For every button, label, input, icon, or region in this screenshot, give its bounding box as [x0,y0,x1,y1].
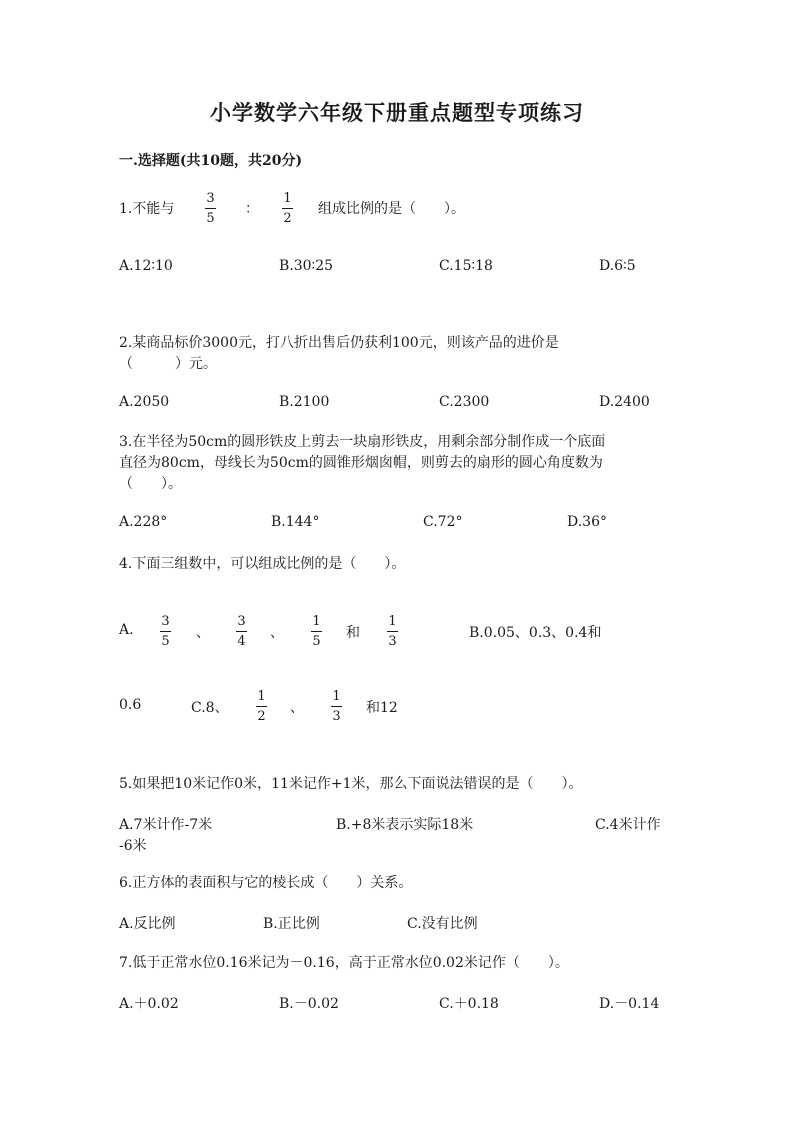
fraction-bar [160,631,171,632]
fraction-denominator: 5 [312,634,321,649]
question-3-line-1: 3.在半径为50cm的圆形铁皮上剪去一块扇形铁皮，用剩余部分制作成一个底面 [119,434,606,450]
question-2-line-1: 2.某商品标价3000元，打八折出售后仍获利100元，则该产品的进价是 [119,335,559,351]
fraction-numerator: 1 [257,689,266,704]
fraction-bar [236,631,247,632]
question-4-c-fraction-2 [331,689,342,724]
page-title: 小学数学六年级下册重点题型专项练习 [210,100,584,125]
question-6-text: 6.正方体的表面积与它的棱长成（ ）关系。 [119,875,413,891]
question-4-text: 4.下面三组数中，可以组成比例的是（ ）。 [119,556,406,572]
fraction-denominator: 3 [388,634,397,649]
question-6-option-c[interactable]: C.没有比例 [407,916,478,932]
question-4-a-fraction-3 [311,614,322,649]
question-4-c-fraction-1 [256,689,267,724]
fraction-bar [205,208,216,209]
question-1-fraction-1 [205,191,216,226]
question-1-suffix: 组成比例的是（ ）。 [318,201,465,217]
question-5-option-a[interactable]: A.7米计作-7米 [119,817,213,833]
fraction-bar [256,706,267,707]
question-2-line-2: （ ）元。 [119,356,217,372]
fraction-denominator: 5 [206,211,215,226]
question-1-colon: ： [245,201,259,217]
question-1-option-a[interactable]: A.12∶10 [119,258,173,274]
question-5-option-b[interactable]: B.+8米表示实际18米 [336,817,474,833]
section-heading: 一.选择题(共10题，共20分) [119,153,303,169]
question-4-option-b-continued: 0.6 [119,697,142,713]
question-4-a-separator-1: 、 [196,625,210,641]
question-3-line-3: （ ）。 [119,476,182,492]
fraction-numerator: 1 [332,689,341,704]
fraction-numerator: 1 [312,614,321,629]
question-4-a-fraction-4 [387,614,398,649]
question-5-text: 5.如果把10米记作0米，11米记作+1米，那么下面说法错误的是（ ）。 [119,776,583,792]
question-4-a-fraction-2 [236,614,247,649]
question-3-option-b[interactable]: B.144° [271,514,320,530]
question-6-option-b[interactable]: B.正比例 [263,916,320,932]
question-5-option-c-continued: -6米 [119,838,147,854]
fraction-denominator: 2 [257,709,266,724]
question-3-line-2: 直径为80cm，母线长为50cm的圆锥形烟囱帽，则剪去的扇形的圆心角度数为 [119,455,603,471]
fraction-denominator: 3 [332,709,341,724]
question-7-option-a[interactable]: A.＋0.02 [119,996,179,1012]
question-7-option-d[interactable]: D.－0.14 [599,996,660,1012]
question-4-c-separator: 、 [290,700,304,716]
question-4-a-fraction-1 [160,614,171,649]
question-4-option-a-label[interactable]: A. [119,622,134,638]
question-4-c-and: 和12 [366,700,398,716]
question-4-a-separator-2: 、 [270,625,284,641]
question-3-option-d[interactable]: D.36° [567,514,607,530]
fraction-bar [331,706,342,707]
question-7-option-b[interactable]: B.－0.02 [279,996,339,1012]
fraction-denominator: 5 [161,634,170,649]
question-4-option-b[interactable]: B.0.05、0.3、0.4和 [469,625,602,641]
question-2-option-c[interactable]: C.2300 [439,394,490,410]
question-3-option-a[interactable]: A.228° [119,514,168,530]
question-2-option-b[interactable]: B.2100 [279,394,330,410]
fraction-bar [282,208,293,209]
question-3-option-c[interactable]: C.72° [423,514,463,530]
question-7-option-c[interactable]: C.＋0.18 [439,996,499,1012]
fraction-bar [311,631,322,632]
question-4-a-and: 和 [346,625,360,641]
question-2-option-d[interactable]: D.2400 [599,394,650,410]
fraction-numerator: 3 [161,614,170,629]
question-2-option-a[interactable]: A.2050 [119,394,170,410]
fraction-numerator: 1 [283,191,292,206]
question-6-option-a[interactable]: A.反比例 [119,916,176,932]
question-5-option-c[interactable]: C.4米计作 [595,817,661,833]
fraction-numerator: 3 [206,191,215,206]
question-4-option-c-label[interactable]: C.8、 [191,700,229,716]
question-1-option-b[interactable]: B.30∶25 [279,258,334,274]
question-1-fraction-2 [282,191,293,226]
question-1-option-d[interactable]: D.6∶5 [599,258,636,274]
question-1-prefix: 1.不能与 [119,201,175,217]
fraction-numerator: 3 [237,614,246,629]
fraction-denominator: 2 [283,211,292,226]
question-7-text: 7.低于正常水位0.16米记为－0.16，高于正常水位0.02米记作（ ）。 [119,955,569,971]
fraction-denominator: 4 [237,634,246,649]
question-1-option-c[interactable]: C.15∶18 [439,258,493,274]
fraction-numerator: 1 [388,614,397,629]
fraction-bar [387,631,398,632]
